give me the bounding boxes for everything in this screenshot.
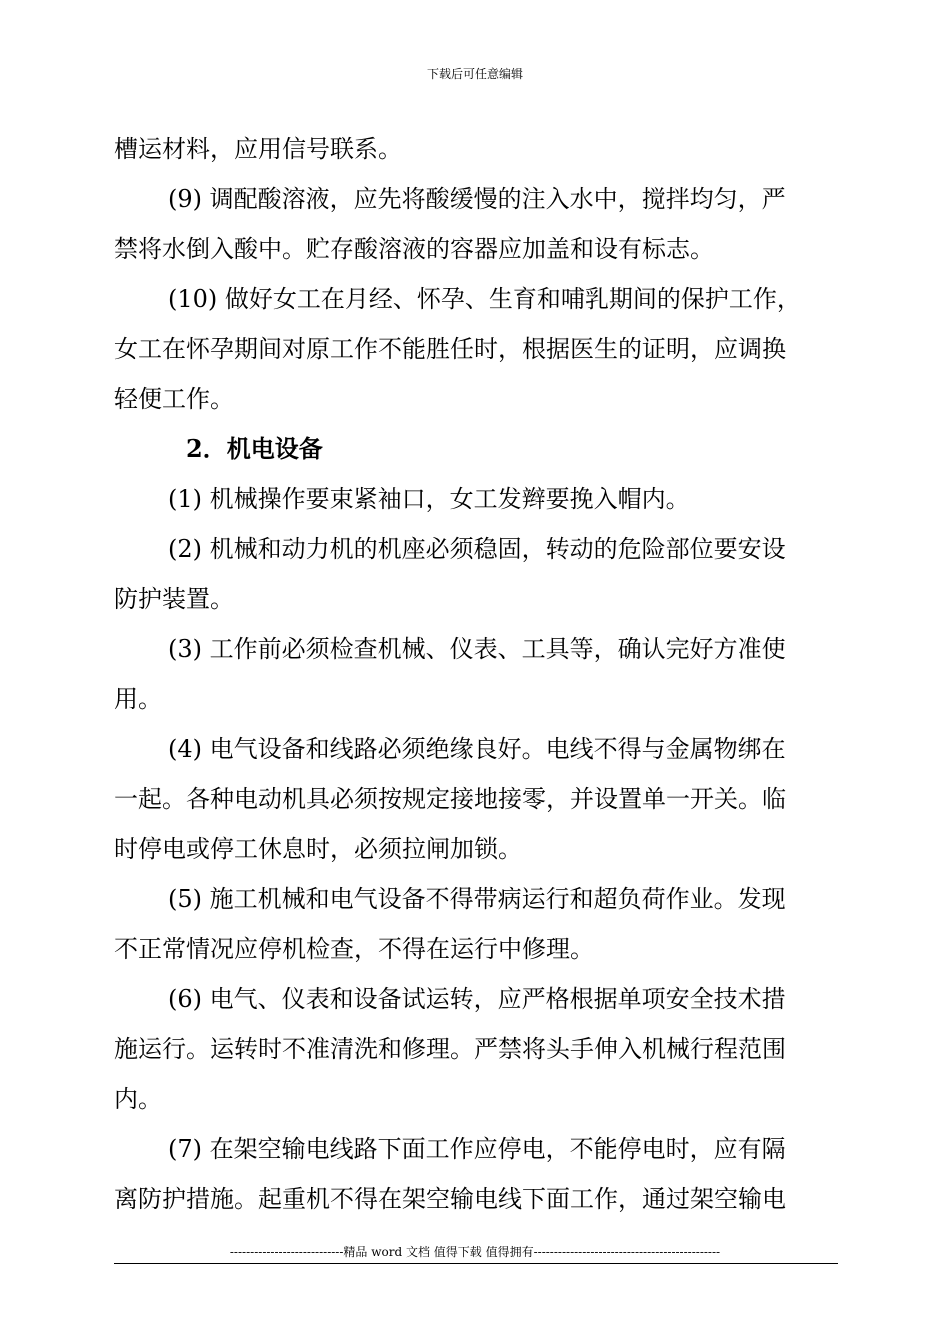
text-line: (9) 调配酸溶液，应先将酸缓慢的注入水中，搅拌均匀，严 (168, 185, 786, 213)
footer-rule (114, 1263, 838, 1264)
text-line: 禁将水倒入酸中。贮存酸溶液的容器应加盖和设有标志。 (114, 235, 714, 263)
text-line: 施运行。运转时不准清洗和修理。严禁将头手伸入机械行程范围 (114, 1035, 786, 1063)
text-line: 不正常情况应停机检查，不得在运行中修理。 (114, 935, 594, 963)
text-line: 防护装置。 (114, 585, 234, 613)
text-line: (2) 机械和动力机的机座必须稳固，转动的危险部位要安设 (168, 535, 786, 563)
text-line: (4) 电气设备和线路必须绝缘良好。电线不得与金属物绑在 (168, 735, 786, 763)
text-line: (10) 做好女工在月经、怀孕、生育和哺乳期间的保护工作， (168, 285, 801, 313)
text-line: (7) 在架空输电线路下面工作应停电，不能停电时，应有隔 (168, 1135, 786, 1163)
text-line: 离防护措施。起重机不得在架空输电线下面工作，通过架空输电 (114, 1185, 786, 1213)
text-line: (6) 电气、仪表和设备试运转，应严格根据单项安全技术措 (168, 985, 786, 1013)
text-line: 用。 (114, 685, 162, 713)
section-heading: 2．机电设备 (186, 434, 323, 463)
document-body (114, 124, 838, 1224)
text-line: (3) 工作前必须检查机械、仪表、工具等，确认完好方准使 (168, 635, 786, 663)
text-line: (5) 施工机械和电气设备不得带病运行和超负荷作业。发现 (168, 885, 786, 913)
page-header: 下载后可任意编辑 (426, 67, 523, 81)
text-line: 女工在怀孕期间对原工作不能胜任时，根据医生的证明，应调换 (114, 335, 786, 363)
text-line: 内。 (114, 1085, 162, 1113)
text-line: 轻便工作。 (114, 385, 234, 413)
page-footer: ----------------------------精品 word 文档 值得下载 值得拥有---------------------------------------------- (229, 1245, 721, 1259)
text-line: (1) 机械操作要束紧袖口，女工发辫要挽入帽内。 (168, 485, 690, 513)
text-line: 槽运材料，应用信号联系。 (114, 135, 402, 163)
text-line: 一起。各种电动机具必须按规定接地接零，并设置单一开关。临 (114, 785, 786, 813)
text-line: 时停电或停工休息时，必须拉闸加锁。 (114, 835, 522, 863)
